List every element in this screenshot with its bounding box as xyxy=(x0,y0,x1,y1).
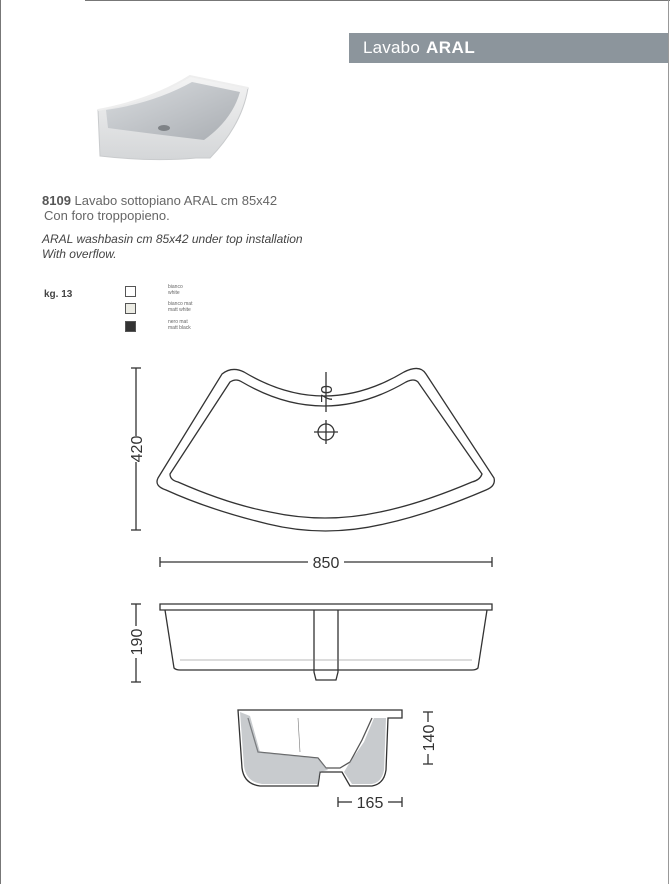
finish-label-en: matt black xyxy=(168,325,191,331)
dim-side-width-label: 165 xyxy=(356,795,384,812)
finish-label-en: white xyxy=(168,290,180,296)
finish-label-it: bianco mat xyxy=(168,301,193,307)
product-weight: kg. 13 xyxy=(44,289,73,300)
description-it-line1: Lavabo sottopiano ARAL cm 85x42 xyxy=(74,193,278,208)
front-view-rim xyxy=(160,604,492,610)
dim-height-label: 190 xyxy=(129,628,146,656)
product-code: 8109 xyxy=(42,193,71,208)
front-view-body xyxy=(165,610,487,670)
title-prefix: Lavabo xyxy=(363,38,420,57)
description-en-line2: With overflow. xyxy=(42,247,117,261)
description-en-line1: ARAL washbasin cm 85x42 under top installation xyxy=(42,232,303,246)
dim-width-label: 850 xyxy=(312,555,340,572)
dim-depth-label: 420 xyxy=(129,435,146,463)
finish-label-it: nero mat xyxy=(168,319,188,325)
dim-overflow-label: 70 xyxy=(319,385,336,403)
title-name: ARAL xyxy=(425,38,476,57)
finish-label-it: bianco xyxy=(168,284,183,290)
finish-label-en: matt white xyxy=(168,307,191,313)
dim-side-height-label: 140 xyxy=(421,724,438,752)
description-it-line2: Con foro troppopieno. xyxy=(44,208,170,223)
